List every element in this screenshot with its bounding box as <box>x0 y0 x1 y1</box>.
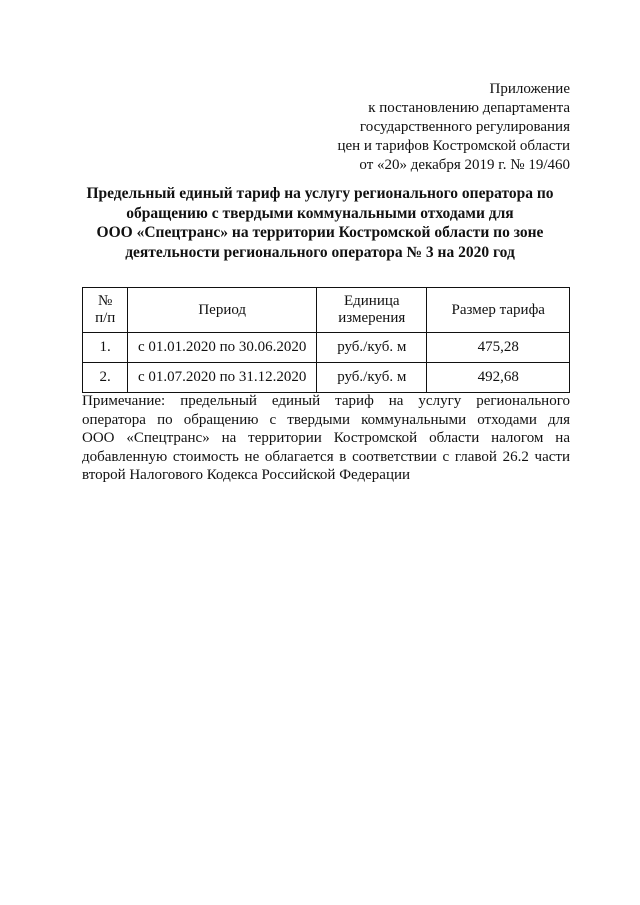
header-unit-line2: измерения <box>338 310 406 326</box>
title-line: ООО «Спецтранс» на территории Костромской области по зоне <box>96 224 544 241</box>
row-period: с 01.01.2020 по 30.06.2020 <box>128 333 317 363</box>
row-unit: руб./куб. м <box>317 333 427 363</box>
title-line: деятельности регионального оператора № 3 на 2020 год <box>125 243 515 261</box>
note-line: Примечание: предельный единый тариф на услугу регионального <box>82 393 570 409</box>
title-line: обращению с твердыми коммунальными отходами для <box>126 204 514 222</box>
row-number: 1. <box>83 333 128 363</box>
header-number-line2: п/п <box>95 310 116 326</box>
table-row <box>83 333 570 363</box>
header-unit <box>317 288 427 333</box>
note-paragraph <box>82 392 570 485</box>
header-unit-line1: Единица <box>343 293 400 309</box>
note-line: добавленную стоимость не облагается в соответствии с главой 26.2 части <box>82 448 570 465</box>
document-title <box>70 184 570 262</box>
title-line: Предельный единый тариф на услугу регионального оператора по <box>86 185 554 202</box>
appendix-line: цен и тарифов Костромской области <box>337 138 570 154</box>
appendix-block <box>270 80 570 175</box>
header-period: Период <box>128 288 317 333</box>
table-header-row <box>83 288 570 333</box>
header-number-line1: № <box>98 293 113 309</box>
row-number: 2. <box>83 363 128 393</box>
row-tariff: 492,68 <box>427 363 570 393</box>
header-number <box>83 288 128 333</box>
row-unit: руб./куб. м <box>317 363 427 393</box>
note-line: второй Налогового Кодекса Российской Федерации <box>82 467 411 483</box>
row-tariff: 475,28 <box>427 333 570 363</box>
table-row <box>83 363 570 393</box>
appendix-line: Приложение <box>489 81 570 97</box>
appendix-line: к постановлению департамента <box>368 100 570 116</box>
appendix-line: государственного регулирования <box>359 119 570 135</box>
header-tariff: Размер тарифа <box>427 288 570 333</box>
row-period: с 01.07.2020 по 31.12.2020 <box>128 363 317 393</box>
tariff-table <box>82 287 570 393</box>
note-line: оператора по обращению с твердыми коммунальными отходами для <box>82 411 570 428</box>
note-line: ООО «Спецтранс» на территории Костромской области налогом на <box>82 430 570 446</box>
appendix-line: от «20» декабря 2019 г. № 19/460 <box>359 157 570 173</box>
